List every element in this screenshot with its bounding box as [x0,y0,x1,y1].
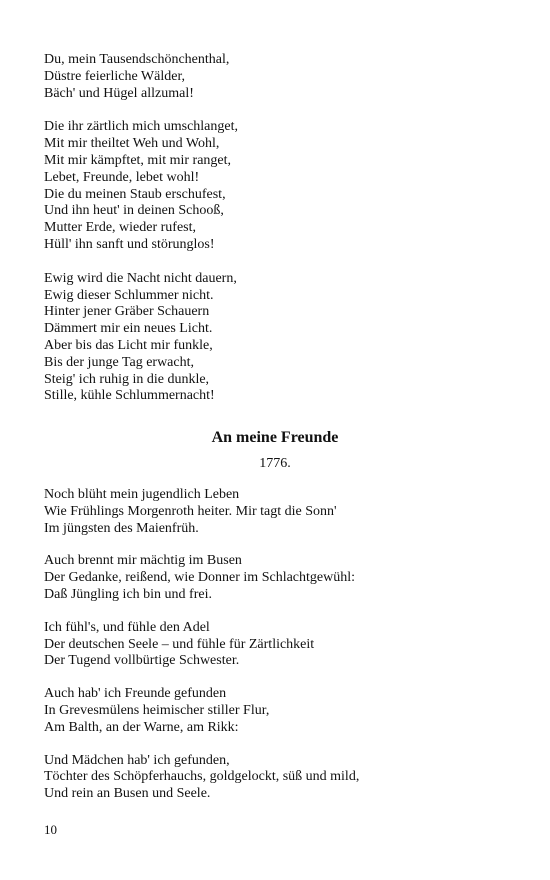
stanza-2 [44,553,514,603]
verse-line: Bäch' und Hügel allzumal! [44,85,194,101]
stanza-1 [44,52,514,102]
verse-line: Der Gedanke, reißend, wie Donner im Schlachtgewühl: [44,570,356,586]
verse-line: Am Balth, an der Warne, am Rikk: [44,719,239,735]
verse-line: Mit mir theiltet Weh und Wohl, [44,136,220,152]
page-number: 10 [44,822,57,837]
verse-line: Aber bis das Licht mir funkle, [44,337,213,353]
verse-line: Und Mädchen hab' ich gefunden, [44,752,230,768]
verse-line: Ewig wird die Nacht nicht dauern, [44,270,237,286]
verse-line: Töchter des Schöpferhauchs, goldgelockt, süß und mild, [44,769,360,785]
verse-line: Dämmert mir ein neues Licht. [44,321,213,337]
stanza-3 [44,620,514,670]
poem-title: An meine Freunde [211,429,339,446]
poem-year: 1776. [259,456,291,471]
verse-line: Noch blüht mein jugendlich Leben [44,487,240,502]
verse-line: Mutter Erde, wieder rufest, [44,220,196,236]
poem-body [44,487,514,803]
verse-line: Düstre feierliche Wälder, [44,68,186,84]
verse-line: Hüll' ihn sanft und störunglos! [44,236,215,252]
poem-continuation [44,52,514,405]
verse-line: Der Tugend vollbürtige Schwester. [44,653,240,669]
verse-line: Und ihn heut' in deinen Schooß, [44,203,224,219]
verse-line: Wie Frühlings Morgenroth heiter. Mir tagt die Sonn' [44,503,337,519]
stanza-3 [44,271,514,405]
verse-line: Hinter jener Gräber Schauern [44,304,210,320]
verse-line: Du, mein Tausendschönchenthal, [44,52,230,67]
verse-line: Der deutschen Seele – und fühle für Zärtlichkeit [44,636,315,652]
verse-line: Die du meinen Staub erschufest, [44,186,226,202]
verse-line: Die ihr zärtlich mich umschlanget, [44,119,238,135]
stanza-4 [44,686,514,736]
verse-line: In Grevesmülens heimischer stiller Flur, [44,702,270,718]
verse-line: Stille, kühle Schlummernacht! [44,388,215,404]
stanza-5 [44,753,514,803]
verse-line: Auch hab' ich Freunde gefunden [44,686,227,702]
verse-line: Bis der junge Tag erwacht, [44,354,194,370]
verse-line: Auch brennt mir mächtig im Busen [44,553,242,569]
verse-line: Und rein an Busen und Seele. [44,786,211,802]
verse-line: Ich fühl's, und fühle den Adel [44,619,210,635]
stanza-1 [44,487,514,537]
verse-line: Im jüngsten des Maienfrüh. [44,520,199,536]
stanza-2 [44,119,514,253]
verse-line: Steig' ich ruhig in die dunkle, [44,371,210,387]
verse-line: Daß Jüngling ich bin und frei. [44,586,212,602]
verse-line: Lebet, Freunde, lebet wohl! [44,169,200,185]
verse-line: Ewig dieser Schlummer nicht. [44,287,214,303]
verse-line: Mit mir kämpftet, mit mir ranget, [44,152,232,168]
